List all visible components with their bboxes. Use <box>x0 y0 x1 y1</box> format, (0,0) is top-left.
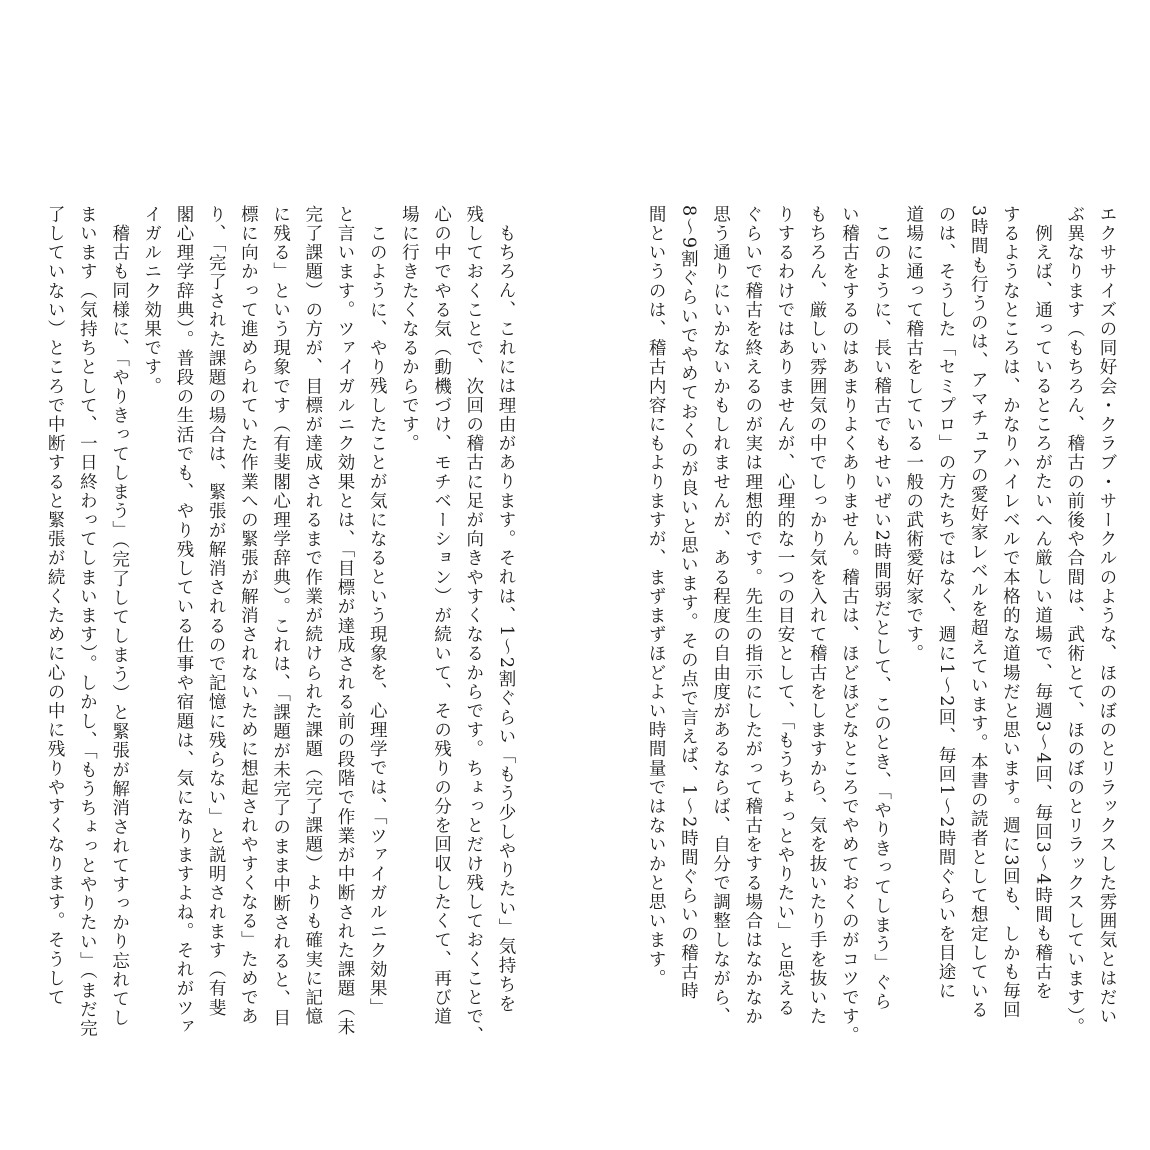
text-line: い稽古をするのはあまりよくありません。稽古は、ほどほどなところでやめておくのがコツです。 <box>839 205 860 1046</box>
text-line: もちろん、これには理由があります。それは、1～2割ぐらい「もう少しやりたい」気持ちを <box>496 224 516 1014</box>
text-line: このように、やり残したことが気になるという現象を、心理学では、「ツァイガルニク効果」 <box>367 224 388 1018</box>
text-line: と言います。ツァイガルニク効果とは、「目標が達成される前の段階で作業が中断された課題（未 <box>334 205 355 1037</box>
text-line: するようなところは、かなりハイレベルで本格的な道場だと思います。週に3回も、しかも毎回 <box>1000 205 1021 1020</box>
text-line: まいます（気持ちとして、一日終わってしまいます）。しかし、「もうちょっとやりたい」（まだ完 <box>77 205 98 1039</box>
text-line: り、「完了された課題の場合は、緊張が解消されるので記憶に残らない」と説明されます（有斐 <box>206 205 227 1018</box>
text-line: 了していない）ところで中断すると緊張が続くために心の中に残りやすくなります。そうして <box>45 205 66 1008</box>
text-line: 残しておくことで、次回の稽古に足が向きやすくなるからです。ちょっとだけ残しておくことで、 <box>463 205 484 1046</box>
text-line: ぐらいで稽古を終えるのが実は理想的です。先生の指示にしたがって稽古をする場合はなかなか <box>742 205 763 1027</box>
text-line: 3時間も行うのは、アマチュアの愛好家レベルを超えています。本書の読者として想定している <box>968 205 989 1020</box>
text-line: 場に行きたくなるからです。 <box>399 205 420 454</box>
text-line: 思う通りにいかないかもしれませんが、ある程度の自由度があるならば、自分で調整しながら、 <box>710 205 731 1027</box>
text-line: 道場に通って稽古をしている一般の武術愛好家です。 <box>903 205 924 664</box>
text-line: 完了課題）の方が、目標が達成されるまで作業が続けられた課題（完了課題）よりも確実に記憶 <box>302 205 323 1027</box>
text-line: に残る」という現象です（有斐閣心理学辞典）。これは、「課題が未完了のまま中断されると、目 <box>270 205 291 1028</box>
text-line: 稽古も同様に、「やりきってしまう」（完了してしまう）と緊張が解消されてすっかり忘れてし <box>109 224 130 1029</box>
text-line: ぶ異なります（もちろん、稽古の前後や合間は、武術とて、ほのぼのとリラックスしています）。 <box>1064 205 1085 1037</box>
text-line: このように、長い稽古でもせいぜい2時間弱だとして、このとき、「やりきってしまう」ぐら <box>871 224 892 1012</box>
text-line: イガルニク効果です。 <box>141 205 162 396</box>
text-line: 標に向かって進められていた作業への緊張が解消されないために想起されやすくなる」ためであ <box>238 205 259 1027</box>
text-line: もちろん、厳しい雰囲気の中でしっかり気を入れて稽古をしますから、気を抜いたり手を抜いた <box>807 205 828 1027</box>
text-line: りするわけではありませんが、心理的な一つの目安として、「もうちょっとやりたい」と思える <box>774 205 795 1018</box>
text-line: のは、そうした「セミプロ」の方たちではなく、週に1～2回、毎回1～2時間ぐらいを目途に <box>935 205 956 1001</box>
text-line: 閣心理学辞典）。普段の生活でも、やり残している仕事や宿題は、気になりますよね。それがツァ <box>173 205 194 1037</box>
text-line: エクササイズの同好会・クラブ・サークルのような、ほのぼのとリラックスした雰囲気とはだい <box>1097 205 1117 1027</box>
text-line: 例えば、通っているところがたいへん厳しい道場で、毎週3～4回、毎回3～4時間も稽古を <box>1032 224 1053 1001</box>
right-page-text <box>645 205 1123 1046</box>
text-line: 心の中でやる気（動機づけ、モチベーション）が続いて、その残りの分を回収したくて、再び道 <box>431 205 452 1027</box>
text-line: 間というのは、稽古内容にもよりますが、まずまずほどよい時間量ではないかと思います。 <box>646 205 667 989</box>
text-line: 8～9割ぐらいでやめておくのが良いと思います。その点で言えば、1～2時間ぐらいの稽古時 <box>678 205 699 1001</box>
left-page-text <box>24 205 522 1046</box>
